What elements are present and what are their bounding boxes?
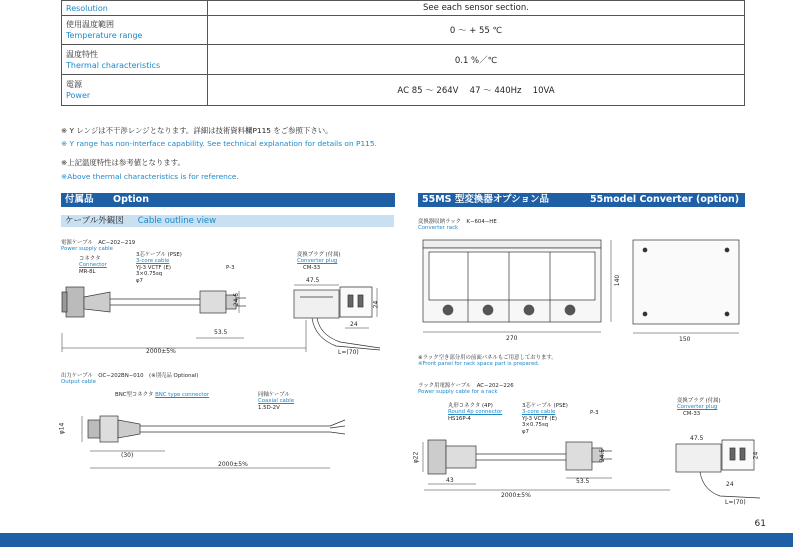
rack-cable-drawing [423,440,760,498]
rack-cable-label: 3芯ケーブル (PSE) 3-core cable YJ-3 VCTF (E) 3×0.75sq φ7 [522,403,568,435]
page-number: 61 [754,519,766,529]
dim-rack-lead: L=(70) [725,499,746,506]
rack-converter-plug-label: 変換プラグ (付属) Converter plug CM-33 [677,398,721,417]
spec-value: 0.1 %／℃ [208,45,745,75]
converter-option-header: 55MS 型変換器オプション品 55model Converter (option) [418,193,745,207]
dim-lead: L=(70) [338,349,359,356]
note-y-range-en: ※ Y range has non-interface capability. See technical explanation for details on P115. [61,139,377,148]
dim-bnc-diameter: φ14 [58,422,66,435]
dim-rack-conv-height: 24 [752,451,760,460]
rack-note: ※ラック空き部分用の前面パネルもご用意しております。 ※Front panel for rack space part is prepared. [418,355,557,368]
spec-value: See each sensor section. [208,1,745,16]
option-header: 付属品 Option [61,193,395,207]
rack-cable-title: ラック用電源ケーブル AC−202−226 Power supply cable for a rack [418,383,514,396]
round-connector-label: 丸形コネクタ (4P) Round 4p connector HS16P-4 [448,403,503,422]
dim-rack-plug-width: 47.5 [690,435,704,442]
output-cable-drawing [82,416,345,468]
rack-drawing [423,240,739,333]
note-y-range-jp: ※ Y レンジは不干渉レンジとなります。詳細は技術資料欄P115 をご参照下さい。 [61,126,333,135]
spec-label: 使用温度範囲 Temperature range [62,16,208,45]
dim-rack-plug-height: 24.5 [599,448,607,463]
dim-plug-width: 24 [350,321,358,328]
dim-rack-len2: 53.5 [576,478,590,485]
dim-height: 24.5 [233,292,241,307]
spec-label: 温度特性 Thermal characteristics [62,45,208,75]
dim-round-diameter: φ22 [412,451,420,464]
rack-title: 変換器収納ラック K−604−HE Converter rack [418,219,497,232]
spec-label: Resolution [62,1,208,16]
power-cable-title: 電源ケーブル AC−202−219 Power supply cable [61,240,136,253]
rack-plug-label: P-3 [590,410,599,416]
dim-output-total: 2000±5% [218,461,248,468]
dim-rack-len1: 43 [446,477,454,484]
converter-plug-label: 変換プラグ (付属) Converter plug CM-33 [297,252,341,271]
coaxial-cable-label: 同軸ケーブル Coaxial cable 1.5D-2V [258,392,295,411]
cable-outline-subheader: ケーブル外観図 Cable outline view [61,215,394,227]
bnc-connector-label: BNC型コネクタ BNC type connector [115,392,210,398]
spec-value: 0 ～ + 55 ℃ [208,16,745,45]
dim-rack-conv-width: 24 [726,481,734,488]
dim-rack-depth: 150 [679,336,691,343]
dim-bnc-length: (30) [121,452,134,459]
spec-value: AC 85 ～ 264V 47 ～ 440Hz 10VA [208,75,745,106]
cable-label: 3芯ケーブル (PSE) 3-core cable YJ-3 VCTF (E) 3×0.75sq φ7 [136,252,182,284]
dim-length: 53.5 [214,329,228,336]
dim-plug-height: 24 [372,300,380,309]
note-thermal-en: ※Above thermal characteristics is for reference. [61,172,239,181]
power-cable-drawing [62,285,380,352]
output-cable-title: 出力ケーブル OC−202BN−010 (※別売品 Optional) Output cable [61,373,199,386]
dim-rack-height: 140 [614,274,622,287]
dim-rack-width: 270 [506,335,518,342]
footer-bar [0,533,793,547]
plug-label: P-3 [226,265,235,271]
dim-rack-total: 2000±5% [501,492,531,499]
dim-total: 2000±5% [146,348,176,355]
spec-label: 電源 Power [62,75,208,106]
dim-width: 47.5 [306,277,320,284]
connector-label: コネクタ Connector MR-8L [79,256,107,275]
note-thermal-jp: ※上記温度特性は参考値となります。 [61,158,185,167]
